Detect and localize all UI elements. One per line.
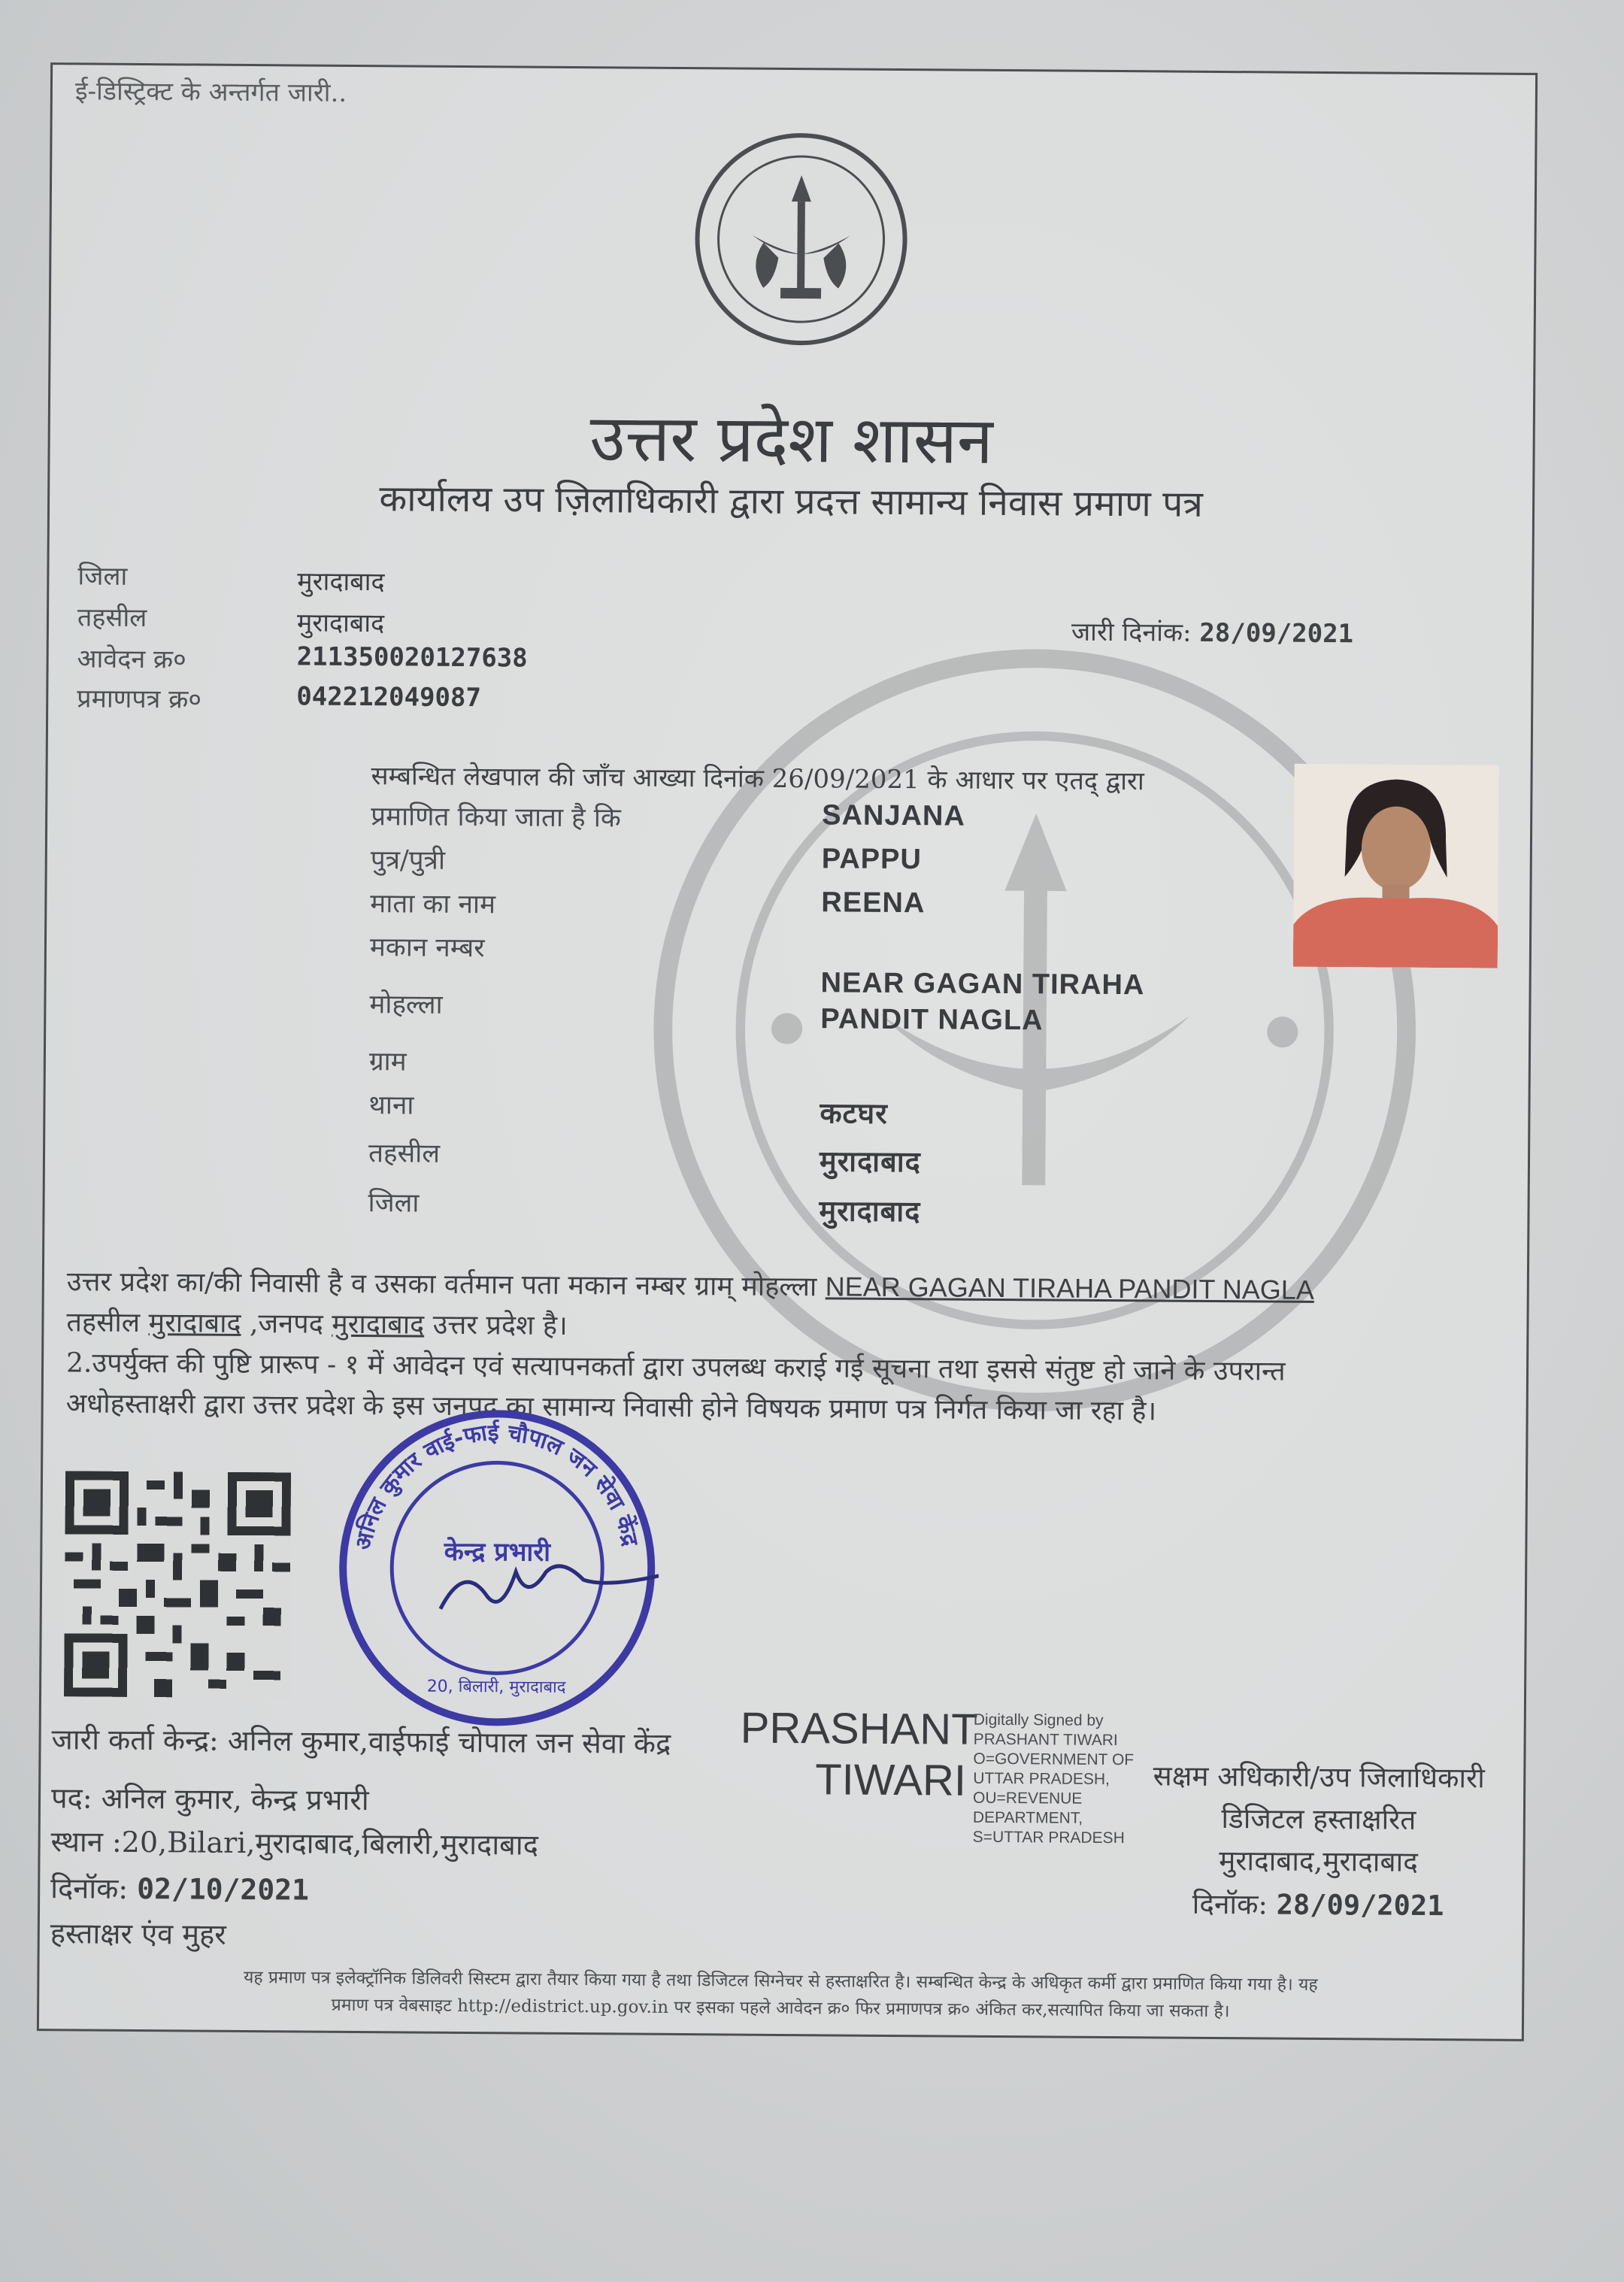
issuer-date-label: दिनॉक:	[50, 1871, 129, 1905]
field-value-police-station: कटघर	[820, 1096, 888, 1130]
authority-date-value: 28/09/2021	[1276, 1888, 1444, 1923]
issuer-date	[50, 1868, 309, 1908]
field-value-district: मुरादाबाद	[819, 1194, 921, 1229]
body-line-4: अधोहस्ताक्षरी द्वारा उत्तर प्रदेश के इस जनपद का सामान्य निवासी होने विषयक प्रमाण पत्र निर्गत किया जा रहा है।	[65, 1388, 1157, 1427]
signer-name-line-1: PRASHANT	[740, 1703, 978, 1754]
issue-date-label: जारी दिनांक:	[1071, 617, 1192, 648]
digital-signature-details: Digitally Signed by PRASHANT TIWARI O=GOVERNMENT OF UTTAR PRADESH, OU=REVENUE DEPARTMENT, S=UTTAR PRADESH	[972, 1711, 1135, 1847]
field-label-district: जिला	[368, 1188, 420, 1219]
authority-date	[1123, 1883, 1513, 1924]
meta-label-tehsil: तहसील	[77, 602, 147, 634]
signer-name-line-2: TIWARI	[815, 1755, 967, 1805]
meta-value-district: मुरादाबाद	[297, 566, 385, 598]
address-underlined: NEAR GAGAN TIRAHA PANDIT NAGLA	[825, 1271, 1315, 1305]
up-government-emblem	[692, 129, 911, 349]
signature-and-seal-label: हस्ताक्षर एंव मुहर	[50, 1917, 226, 1951]
issue-date	[1071, 614, 1353, 650]
field-value-name: SANJANA	[822, 799, 966, 832]
authority-location: मुरादाबाद,मुरादाबाद	[1219, 1844, 1418, 1878]
field-value-locality: NEAR GAGAN TIRAHA PANDIT NAGLA	[820, 967, 1145, 1037]
body-line-1-text: उत्तर प्रदेश का/की निवासी है व उसका वर्तमान पता मकान नम्बर ग्राम् मोहल्ला	[66, 1266, 826, 1303]
meta-label-application-no: आवेदन क्र०	[77, 644, 186, 675]
field-label-name: प्रमाणित किया जाता है कि	[371, 802, 621, 834]
issuer-post: पद: अनिल कुमार, केन्द्र प्रभारी	[50, 1781, 369, 1817]
certificate-sheet	[37, 62, 1538, 2041]
issuer-date-value: 02/10/2021	[137, 1871, 310, 1907]
field-label-village: ग्राम	[368, 1047, 407, 1077]
intro-text: सम्बन्धित लेखपाल की जाँच आख्या दिनांक 26/09/2021 के आधार पर एतद् द्वारा	[371, 761, 1144, 797]
handwritten-signature	[441, 1565, 659, 1611]
issue-date-value: 28/09/2021	[1199, 617, 1354, 650]
field-label-house-no: मकान नम्बर	[369, 932, 485, 964]
stamp-center-text: केन्द्र प्रभारी	[444, 1536, 551, 1568]
meta-value-certificate-no: 042212049087	[296, 681, 482, 714]
official-seal-stamp	[335, 1405, 660, 1731]
stamp-bottom-text: 20, बिलारी, मुरादाबाद	[426, 1677, 566, 1697]
meta-label-district: जिला	[77, 561, 128, 592]
authority-digital-signed: डिजिटल हस्ताक्षरित	[1221, 1802, 1416, 1836]
field-label-mother: माता का नाम	[370, 889, 496, 920]
body-line-2-c: उत्तर प्रदेश है।	[424, 1309, 568, 1341]
body-line-2-b: ,जनपद	[241, 1308, 332, 1340]
field-value-parent: PAPPU	[821, 843, 923, 876]
footnote-line-2: प्रमाण पत्र वेबसाइट http://edistrict.up.gov.in पर इसका पहले आवेदन क्र० फिर प्रमाणपत्र क्र० अंकित कर,सत्यापित किया जा सकता है।	[331, 1995, 1230, 2022]
body-line-1	[67, 1262, 1314, 1308]
meta-value-application-no: 211350020127638	[296, 641, 528, 674]
tehsil-underlined: मुरादाबाद	[148, 1307, 241, 1338]
document-subtitle: कार्यालय उप ज़िलाधिकारी द्वारा प्रदत्त सामान्य निवास प्रमाण पत्र	[379, 477, 1204, 526]
applicant-photo	[1293, 764, 1499, 968]
qr-code[interactable]	[64, 1471, 291, 1698]
issuer-place: स्थान :20,Bilari,मुरादाबाद,बिलारी,मुरादाबाद	[50, 1825, 539, 1862]
authority-title: सक्षम अधिकारी/उप जिलाधिकारी	[1153, 1759, 1485, 1795]
footnote-line-1: यह प्रमाण पत्र इलेक्ट्रॉनिक डिलिवरी सिस्टम द्वारा तैयार किया गया है तथा डिजिटल सिग्नेचर से हस्ताक्षरित है। सम्बन्धित केन्द्र के अधिकृत कर्मी द्वारा प्रमाणित किया गया है। यह	[244, 1967, 1318, 1995]
issuing-center: जारी कर्ता केन्द्र: अनिल कुमार,वाईफाई चोपाल जन सेवा केंद्र	[51, 1723, 671, 1760]
header-note: ई-डिस्ट्रिक्ट के अन्तर्गत जारी..	[74, 76, 347, 108]
meta-label-certificate-no: प्रमाणपत्र क्र०	[77, 683, 202, 715]
document-title: उत्तर प्रदेश शासन	[589, 401, 994, 479]
field-label-tehsil: तहसील	[368, 1138, 441, 1169]
stamp-ring-text: अनिल कुमार वाई-फाई चौपाल जन सेवा केंद्र	[350, 1420, 644, 1553]
field-value-mother: REENA	[821, 886, 926, 920]
authority-date-label: दिनॉक:	[1192, 1887, 1268, 1921]
district-underlined: मुरादाबाद	[332, 1308, 425, 1340]
field-label-parent: पुत्र/पुत्री	[370, 845, 446, 876]
field-value-tehsil: मुरादाबाद	[819, 1144, 921, 1179]
body-line-2-a: तहसील	[66, 1307, 149, 1339]
body-line-2	[66, 1302, 568, 1343]
meta-value-tehsil: मुरादाबाद	[296, 608, 385, 639]
body-line-3: 2.उपर्युक्त की पुष्टि प्रारूप - १ में आवेदन एवं सत्यापनकर्ता द्वारा उपलब्ध कराई गई सूचना तथा इससे संतुष्ट हो जाने के उपरान्त	[65, 1347, 1286, 1387]
field-label-locality: मोहल्ला	[369, 989, 443, 1020]
svg-text:अनिल कुमार वाई-फाई चौपाल जन से	[350, 1418, 644, 1554]
field-label-police-station: थाना	[368, 1090, 414, 1121]
